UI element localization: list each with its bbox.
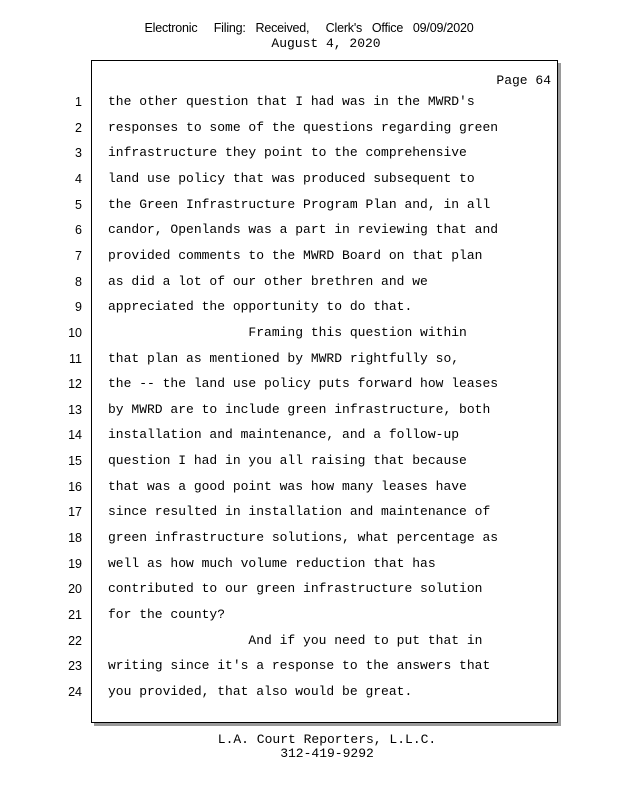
transcript-line: responses to some of the questions regarding green — [108, 119, 499, 135]
line-number: 15 — [68, 454, 82, 469]
line-number: 8 — [75, 274, 82, 289]
line-number: 18 — [68, 531, 82, 546]
transcript-line: candor, Openlands was a part in reviewing that and — [108, 222, 499, 238]
hearing-date: August 4, 2020 — [271, 36, 381, 51]
transcript-line: writing since it's a response to the answers that — [108, 658, 491, 674]
line-number: 7 — [75, 248, 82, 263]
transcript-line: that plan as mentioned by MWRD rightfully so, — [108, 350, 460, 366]
line-number: 17 — [68, 505, 82, 520]
line-number: 23 — [68, 659, 82, 674]
line-number: 19 — [68, 556, 82, 571]
transcript-line: for the county? — [108, 607, 226, 622]
transcript-line: the -- the land use policy puts forward how leases — [108, 376, 499, 392]
line-number: 3 — [75, 146, 82, 161]
line-number: 2 — [75, 120, 82, 135]
reporter-phone: 312-419-9292 — [280, 746, 374, 761]
transcript-line: contributed to our green infrastructure solution — [108, 581, 483, 597]
line-number: 14 — [68, 428, 82, 443]
line-number: 24 — [68, 684, 82, 699]
line-number: 21 — [68, 608, 82, 622]
transcript-line: green infrastructure solutions, what percentage as — [108, 530, 499, 546]
transcript-line: And if you need to put that in — [108, 632, 483, 648]
line-number: 9 — [75, 300, 82, 315]
transcript-line: you provided, that also would be great. — [108, 683, 413, 699]
line-number: 13 — [68, 402, 82, 417]
transcript-line: infrastructure they point to the comprehensive — [108, 145, 467, 161]
line-number: 1 — [75, 95, 82, 109]
transcript-line: land use policy that was produced subsequent to — [108, 170, 475, 186]
transcript-line: since resulted in installation and maintenance of — [108, 504, 491, 520]
line-number: 20 — [68, 582, 82, 597]
transcript-line: that was a good point was how many leases have — [108, 478, 467, 494]
line-number: 11 — [69, 351, 82, 366]
transcript-line: appreciated the opportunity to do that. — [108, 299, 413, 315]
transcript-line: provided comments to the MWRD Board on that plan — [108, 247, 483, 263]
transcript-line: by MWRD are to include green infrastructure, both — [108, 401, 491, 417]
line-number: 22 — [68, 633, 82, 648]
line-number: 16 — [68, 479, 82, 494]
filing-stamp: Electronic Filing: Received, Clerk's Office 09/09/2020 — [144, 21, 474, 35]
footer — [0, 733, 618, 761]
line-number: 6 — [75, 223, 82, 238]
line-number: 4 — [75, 171, 82, 186]
transcript-line: the other question that I had was in the MWRD's — [108, 94, 475, 109]
line-number: 5 — [75, 197, 82, 212]
transcript-line: the Green Infrastructure Program Plan and, in all — [108, 196, 491, 212]
transcript-line: as did a lot of our other brethren and we — [108, 273, 428, 289]
transcript-line: well as how much volume reduction that has — [108, 555, 436, 571]
page-number: Page 64 — [496, 73, 551, 88]
transcript-line: question I had in you all raising that because — [108, 453, 467, 469]
transcript-line: installation and maintenance, and a follow-up — [108, 427, 460, 443]
line-number: 12 — [68, 377, 82, 392]
transcript-line: Framing this question within — [108, 324, 467, 340]
line-number: 10 — [68, 325, 82, 340]
reporter-company: L.A. Court Reporters, L.L.C. — [217, 732, 437, 747]
